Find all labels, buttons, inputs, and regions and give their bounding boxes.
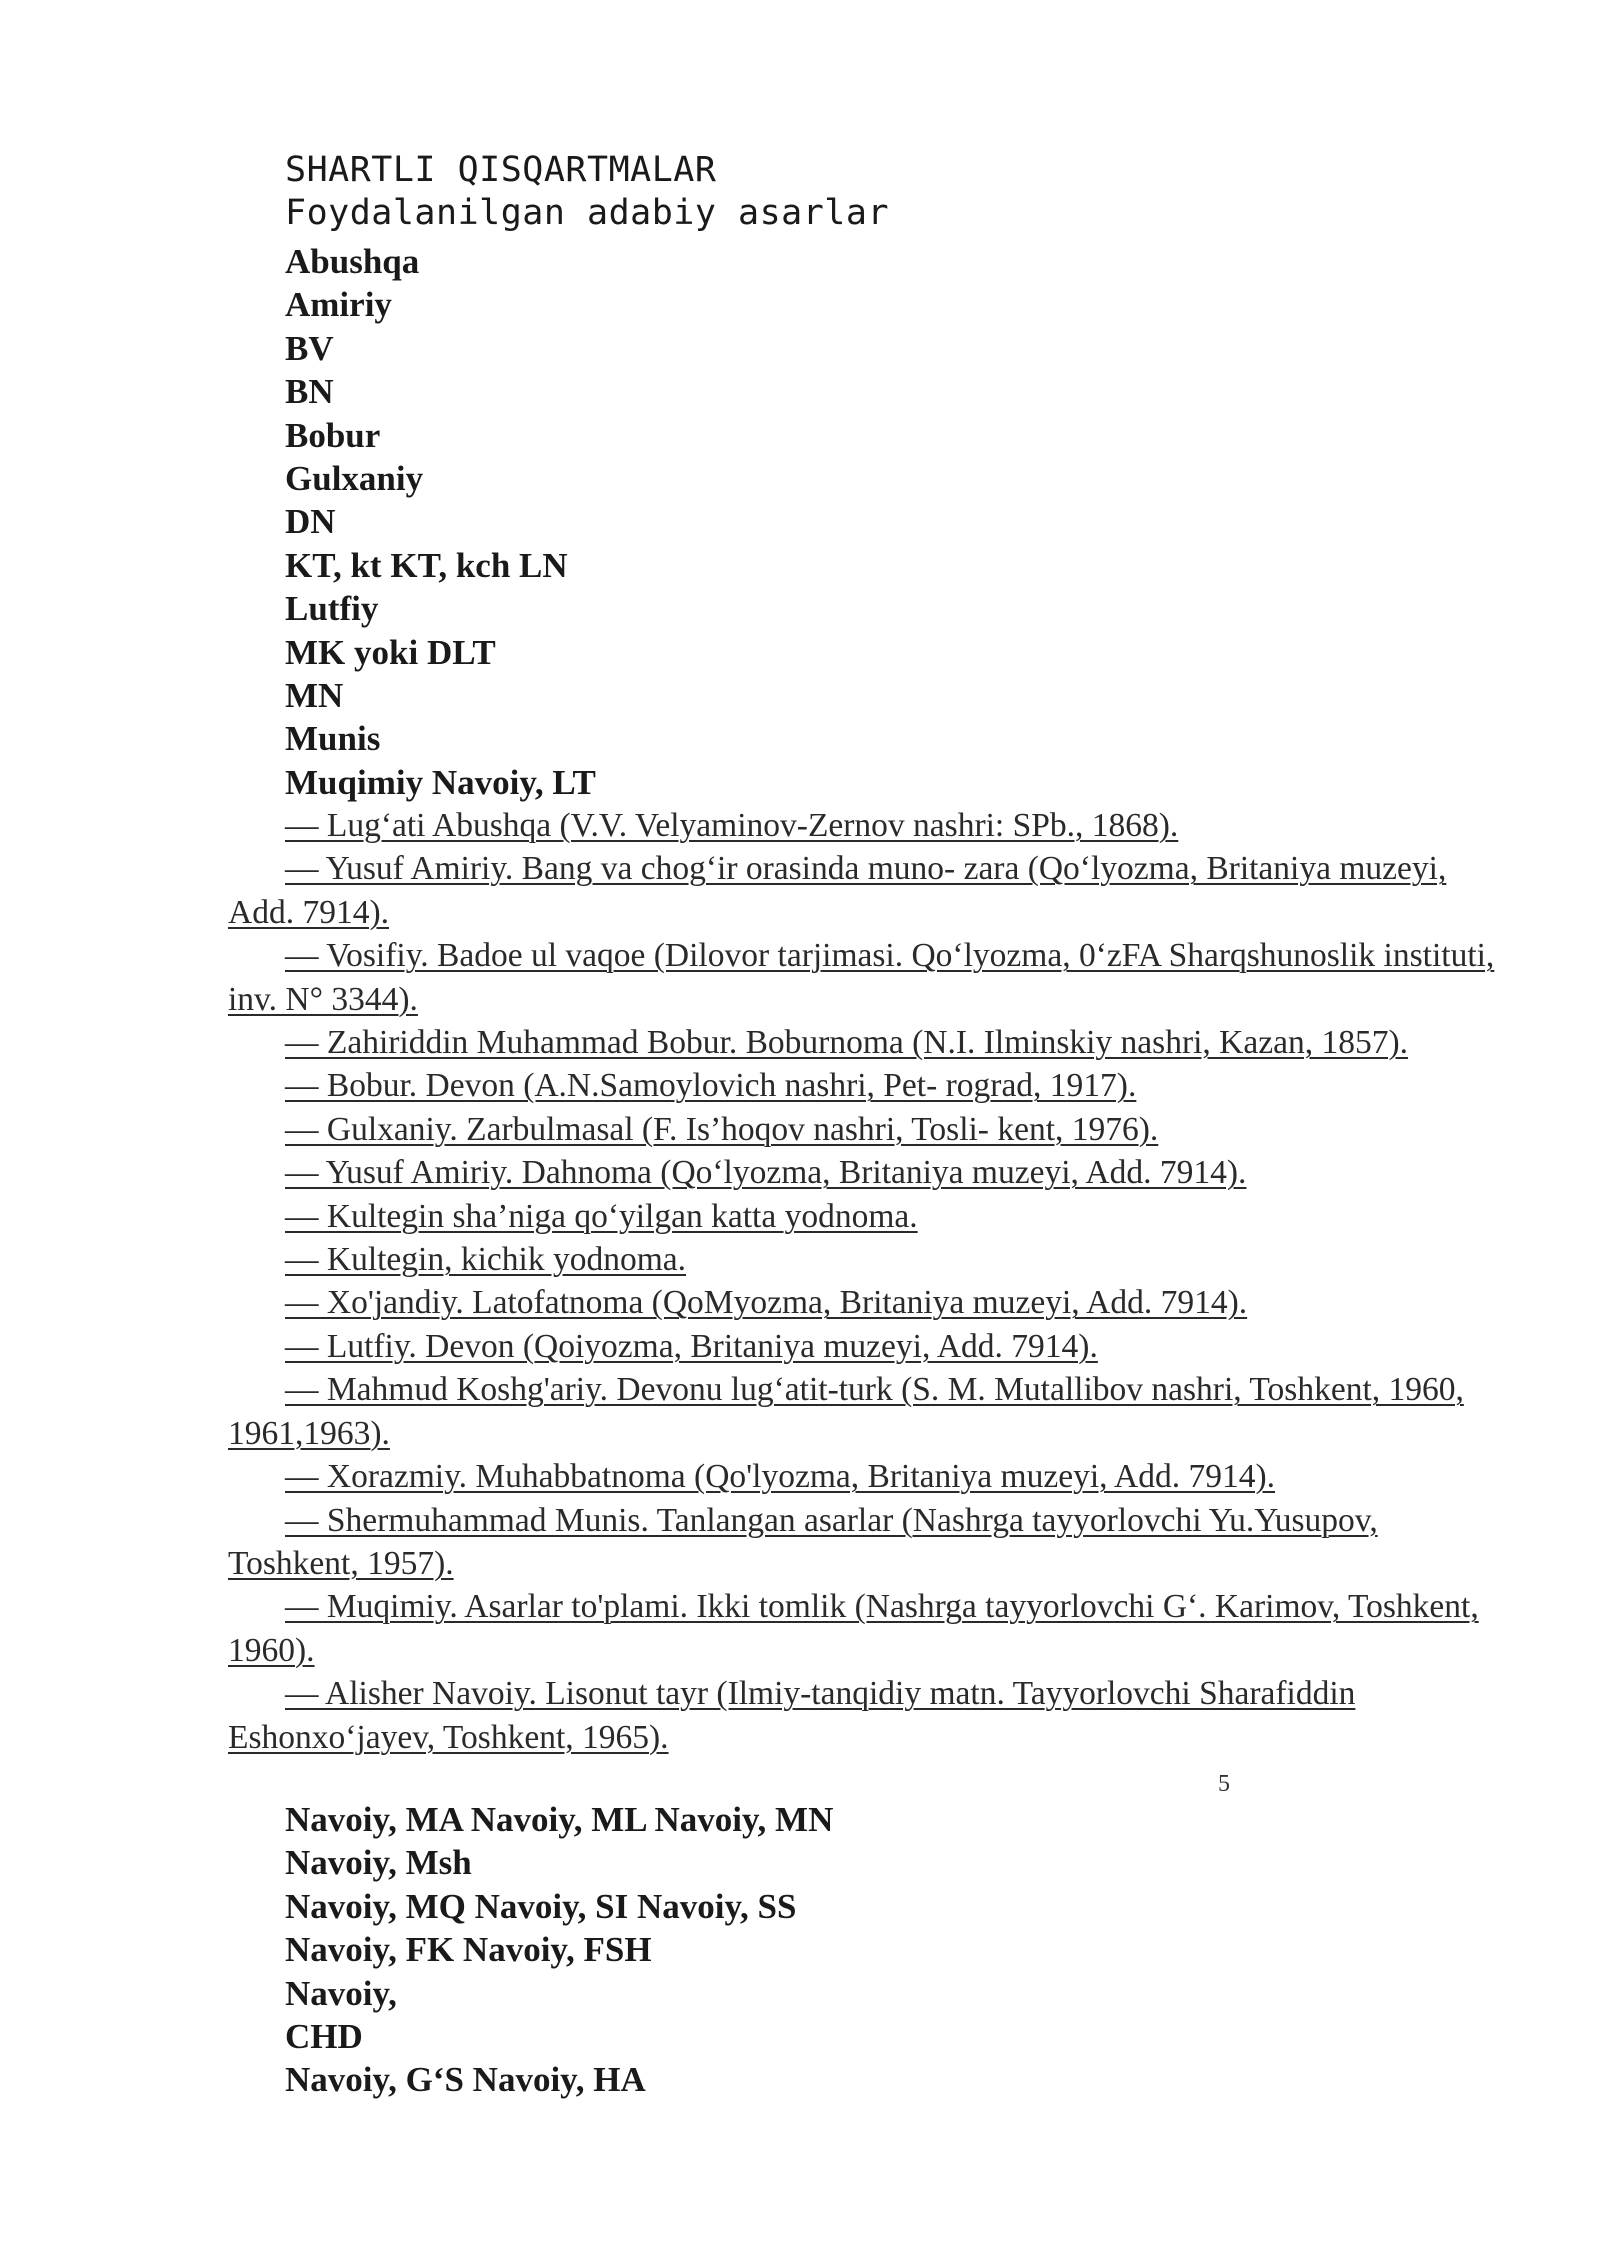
- source-entry: — Gulxaniy. Zarbulmasal (F. Is’hoqov nashri, Tosli- kent, 1976).: [285, 1110, 1159, 1148]
- abbreviation-list-continued: [285, 1798, 833, 2102]
- em-dash: —: [285, 1458, 319, 1496]
- source-entry: — Xorazmiy. Muhabbatnoma (Qo'lyozma, Britaniya muzeyi, Add. 7914).: [285, 1458, 1276, 1496]
- em-dash: —: [285, 1197, 319, 1235]
- source-entry: — Vosifiy. Badoe ul vaqoe (Dilovor tarjimasi. Qo‘lyozma, 0‘zFA Sharqshunoslik instituti, inv. N° 3344).: [228, 937, 1495, 1018]
- abbreviation-item: Navoiy, MQ Navoiy, SI Navoiy, SS: [285, 1886, 797, 1926]
- source-entry: — Xo'jandiy. Latofatnoma (QoMyozma, Britaniya muzeyi, Add. 7914).: [285, 1284, 1248, 1322]
- abbreviation-item: Navoiy, G‘S Navoiy, HA: [285, 2060, 646, 2100]
- source-entry: — Mahmud Koshg'ariy. Devonu lug‘atit-turk (S. M. Mutallibov nashri, Toshkent, 1960, 1961,1963).: [228, 1371, 1464, 1452]
- abbreviation-item: Navoiy, Msh: [285, 1843, 472, 1883]
- em-dash: —: [285, 1110, 319, 1148]
- abbreviation-list: [285, 240, 596, 804]
- source-entry: — Kultegin, kichik yodnoma.: [285, 1241, 687, 1279]
- page-subheading: Foydalanilgan adabiy asarlar: [285, 193, 890, 233]
- em-dash: —: [285, 1284, 319, 1322]
- source-entry: — Yusuf Amiriy. Bang va chog‘ir orasinda muno- zara (Qo‘lyozma, Britaniya muzeyi, Add. 7914).: [228, 850, 1447, 931]
- em-dash: —: [285, 1588, 319, 1626]
- em-dash: —: [285, 1675, 319, 1713]
- abbreviation-item: DN: [285, 502, 336, 542]
- source-entry: — Muqimiy. Asarlar to'plami. Ikki tomlik (Nashrga tayyorlovchi G‘. Karimov, Toshkent, 1960).: [228, 1588, 1479, 1669]
- source-entry: — Zahiriddin Muhammad Bobur. Boburnoma (N.I. Ilminskiy nashri, Kazan, 1857).: [285, 1024, 1409, 1062]
- em-dash: —: [285, 1501, 319, 1539]
- abbreviation-item: KT, kt KT, kch LN: [285, 545, 568, 585]
- abbreviation-item: Lutfiy: [285, 589, 379, 629]
- abbreviation-item: Amiriy: [285, 285, 392, 325]
- abbreviation-item: Navoiy,: [285, 1973, 397, 2013]
- em-dash: —: [285, 1241, 319, 1279]
- source-entry: — Bobur. Devon (A.N.Samoylovich nashri, Pet- rograd, 1917).: [285, 1067, 1137, 1105]
- abbreviation-item: Navoiy, FK Navoiy, FSH: [285, 1930, 652, 1970]
- source-list: [228, 804, 1498, 1759]
- source-entry: — Alisher Navoiy. Lisonut tayr (Ilmiy-tanqidiy matn. Tayyorlovchi Sharafiddin Eshonxo‘jayev, Toshkent, 1965).: [228, 1675, 1356, 1756]
- em-dash: —: [285, 807, 319, 844]
- abbreviation-item: Gulxaniy: [285, 459, 424, 499]
- source-entry: — Shermuhammad Munis. Tanlangan asarlar (Nashrga tayyorlovchi Yu.Yusupov, Toshkent, 1957).: [228, 1501, 1378, 1582]
- em-dash: —: [285, 850, 319, 888]
- abbreviation-item: Abushqa: [285, 242, 420, 281]
- abbreviation-item: Navoiy, MA Navoiy, ML Navoiy, MN: [285, 1800, 834, 1839]
- abbreviation-item: BN: [285, 372, 334, 412]
- page-heading: SHARTLI QISQARTMALAR: [285, 150, 717, 190]
- em-dash: —: [285, 1154, 319, 1192]
- abbreviation-item: MK yoki DLT: [285, 632, 496, 672]
- source-entry: — Lug‘ati Abushqa (V.V. Velyaminov-Zernov nashri: SPb., 1868).: [285, 807, 1179, 844]
- page-number: 5: [1218, 1771, 1230, 1797]
- abbreviation-item: Bobur: [285, 415, 381, 455]
- abbreviation-item: BV: [285, 328, 334, 368]
- em-dash: —: [285, 1067, 319, 1105]
- source-entry: — Kultegin sha’niga qo‘yilgan katta yodnoma.: [285, 1197, 918, 1235]
- abbreviation-item: Munis: [285, 719, 381, 759]
- abbreviation-item: CHD: [285, 2017, 363, 2057]
- em-dash: —: [285, 1371, 319, 1409]
- abbreviation-item: Muqimiy Navoiy, LT: [285, 762, 596, 802]
- em-dash: —: [285, 1327, 319, 1365]
- source-entry: — Yusuf Amiriy. Dahnoma (Qo‘lyozma, Britaniya muzeyi, Add. 7914).: [285, 1154, 1247, 1192]
- source-entry: — Lutfiy. Devon (Qoiyozma, Britaniya muzeyi, Add. 7914).: [285, 1327, 1098, 1365]
- abbreviation-item: MN: [285, 676, 344, 716]
- em-dash: —: [285, 937, 319, 975]
- em-dash: —: [285, 1024, 319, 1062]
